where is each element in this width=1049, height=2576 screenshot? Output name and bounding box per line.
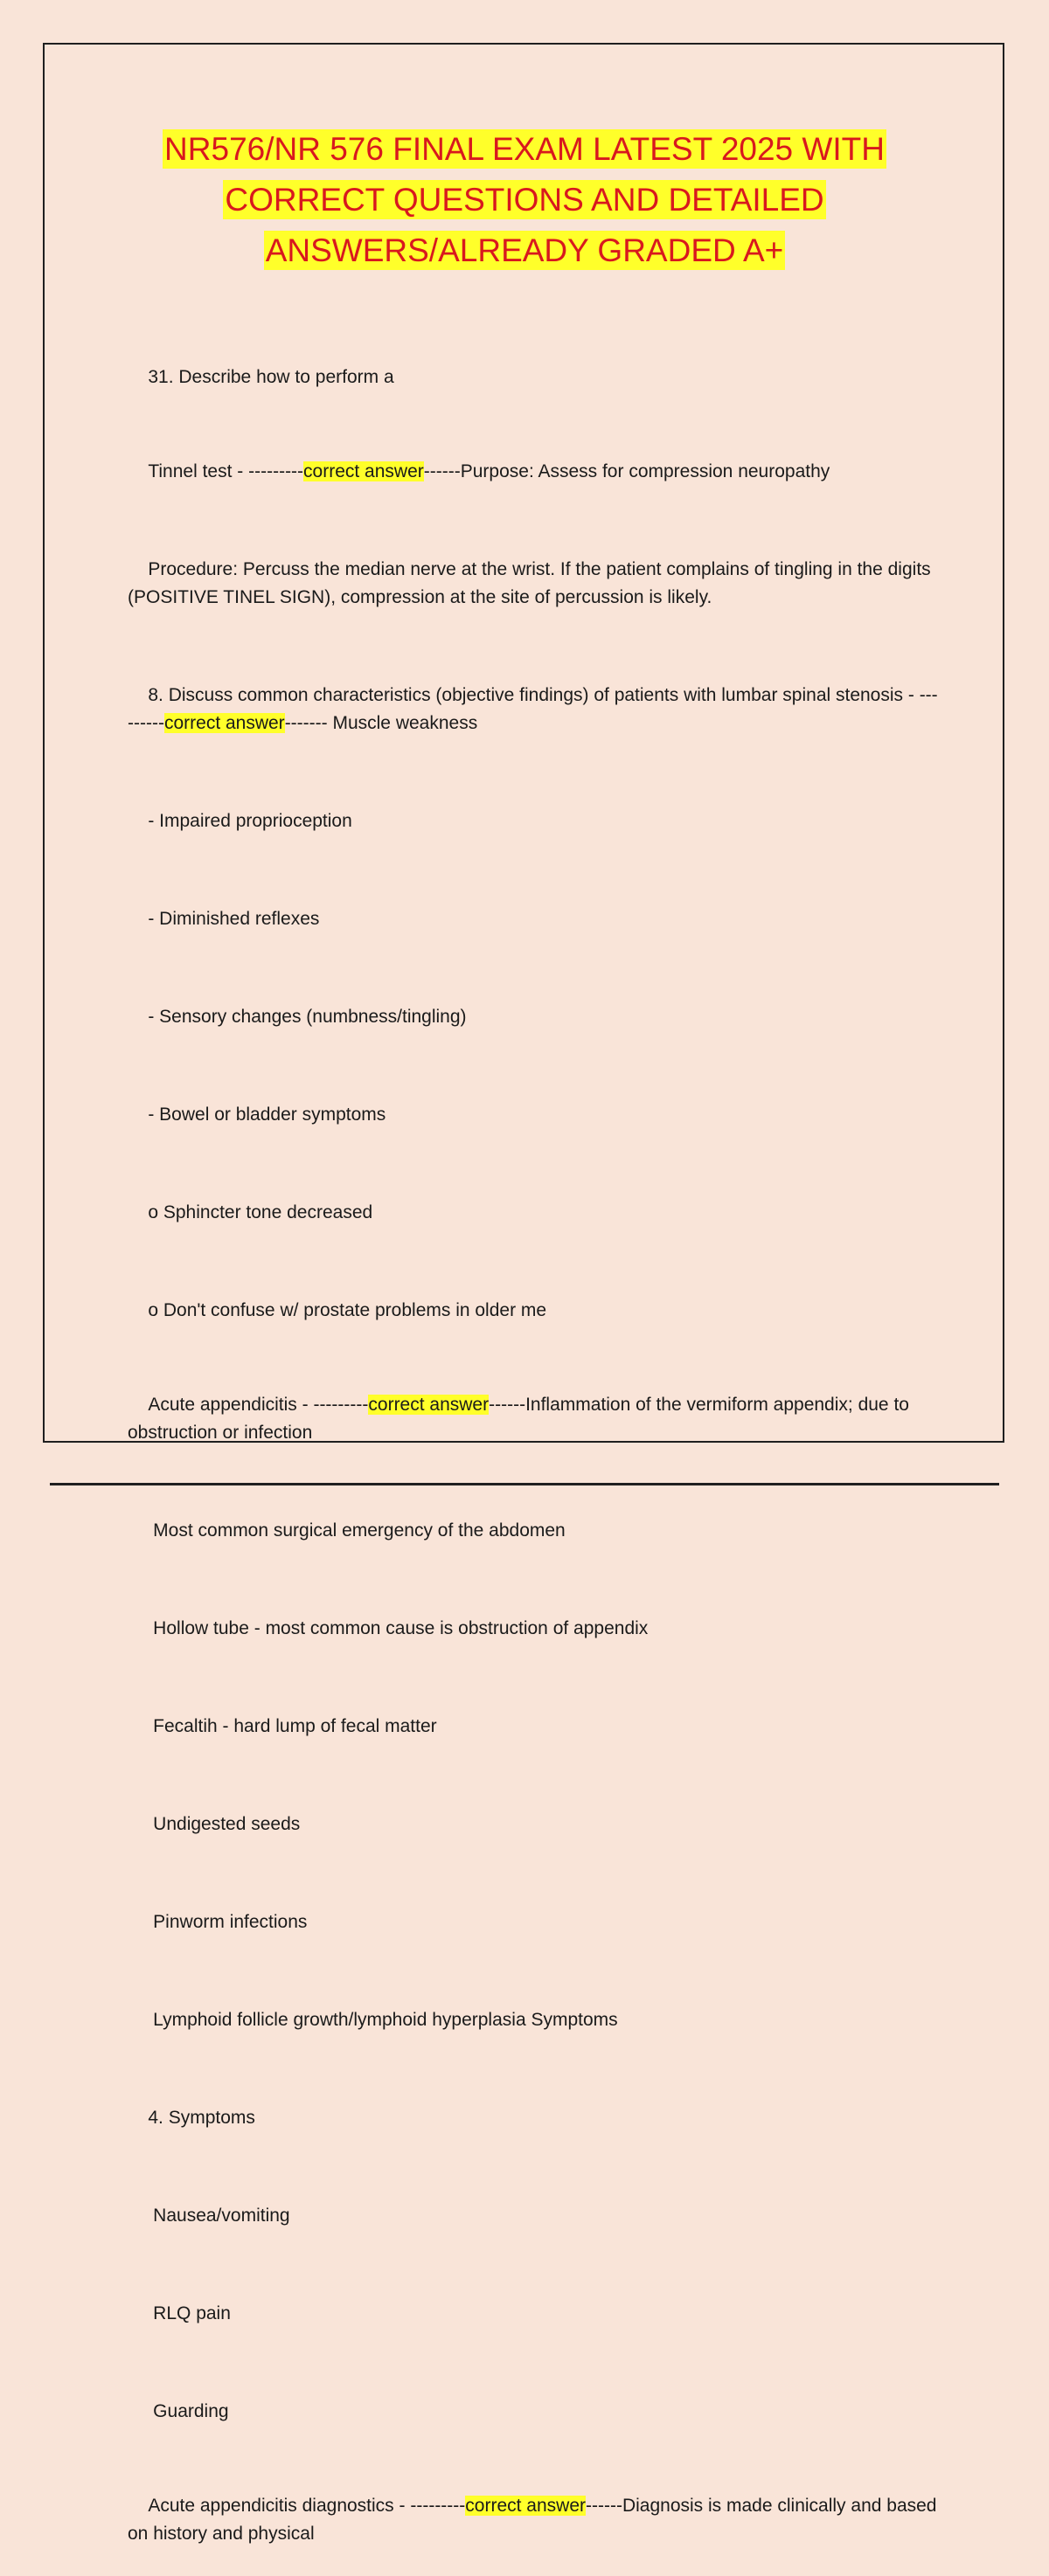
paragraph-text: o Don't confuse w/ prostate problems in older me — [148, 1300, 547, 1320]
paragraph-text: Acute appendicitis diagnostics - --------- — [148, 2496, 466, 2516]
paragraph — [128, 336, 941, 419]
list-item — [128, 1880, 941, 1964]
correct-answer-highlight: correct answer — [303, 461, 424, 481]
paragraph-text: o Sphincter tone decreased — [148, 1202, 373, 1222]
correct-answer-highlight: correct answer — [163, 713, 285, 733]
paragraph-text: 4. Symptoms — [148, 2108, 255, 2128]
list-item — [128, 2076, 941, 2160]
paragraph-text: RLQ pain — [148, 2303, 231, 2323]
paragraph-text: Procedure: Percuss the median nerve at the wrist. If the patient complains of tingling in the digits (POSITIVE TINEL SIGN), compression at the site of percussion is likely. — [128, 559, 936, 607]
list-item — [128, 1269, 941, 1353]
paragraph-text: Fecaltih - hard lump of fecal matter — [148, 1716, 437, 1736]
list-item — [128, 1783, 941, 1866]
paragraph-text: Tinnel test - --------- — [148, 461, 304, 481]
answer-text: ------Inflammation of the vermiform appendix; due to obstruction or infection — [128, 1395, 914, 1443]
paragraph-text: Nausea/vomiting — [148, 2206, 290, 2226]
paragraph-text: Guarding — [148, 2401, 229, 2421]
paragraph — [128, 654, 941, 765]
list-item — [128, 2174, 941, 2258]
paragraph — [128, 1363, 941, 1475]
title-line-1: NR576/NR 576 FINAL EXAM LATEST 2025 WITH — [164, 131, 885, 167]
answer-text: ------Purpose: Assess for compression neuropathy — [423, 461, 830, 481]
paragraph-text: 31. Describe how to perform a — [148, 367, 394, 387]
paragraph-text: Hollow tube - most common cause is obstruction of appendix — [148, 1618, 649, 1638]
correct-answer-highlight: correct answer — [368, 1395, 490, 1415]
paragraph-text: - Bowel or bladder symptoms — [148, 1104, 386, 1125]
title-line-2: CORRECT QUESTIONS AND DETAILED — [225, 182, 824, 218]
document-title — [87, 124, 962, 276]
answer-text: ------- Muscle weakness — [284, 713, 478, 733]
paragraph-text: Pinworm infections — [148, 1912, 308, 1932]
answer-text: ------Diagnosis is made clinically and based on history and physical — [128, 2496, 942, 2544]
paragraph-text: Undigested seeds — [148, 1814, 301, 1834]
list-item — [128, 975, 941, 1059]
paragraph — [128, 2464, 941, 2576]
document-body — [128, 336, 941, 2576]
paragraph-text: Most common surgical emergency of the abdomen — [148, 1520, 566, 1541]
paragraph — [128, 528, 941, 640]
paragraph-text: Lymphoid follicle growth/lymphoid hyperplasia Symptoms — [148, 2010, 618, 2030]
paragraph-text: 8. Discuss common characteristics (objective findings) of patients with lumbar spinal stenosis - --------- — [128, 685, 938, 733]
title-line-3: ANSWERS/ALREADY GRADED A+ — [265, 232, 784, 268]
list-item — [128, 779, 941, 863]
correct-answer-highlight: correct answer — [465, 2496, 586, 2516]
paragraph — [128, 430, 941, 514]
list-item — [128, 1489, 941, 1573]
list-item — [128, 877, 941, 961]
list-item — [128, 1587, 941, 1671]
paragraph-text: - Impaired proprioception — [148, 811, 352, 831]
paragraph-text: - Diminished reflexes — [148, 909, 320, 929]
list-item — [128, 1171, 941, 1255]
list-item — [128, 1685, 941, 1769]
paragraph-text: - Sensory changes (numbness/tingling) — [148, 1007, 467, 1027]
list-item — [128, 2272, 941, 2356]
list-item — [128, 1073, 941, 1157]
paragraph-text: Acute appendicitis - --------- — [148, 1395, 369, 1415]
list-item — [128, 2370, 941, 2454]
list-item — [128, 1978, 941, 2062]
